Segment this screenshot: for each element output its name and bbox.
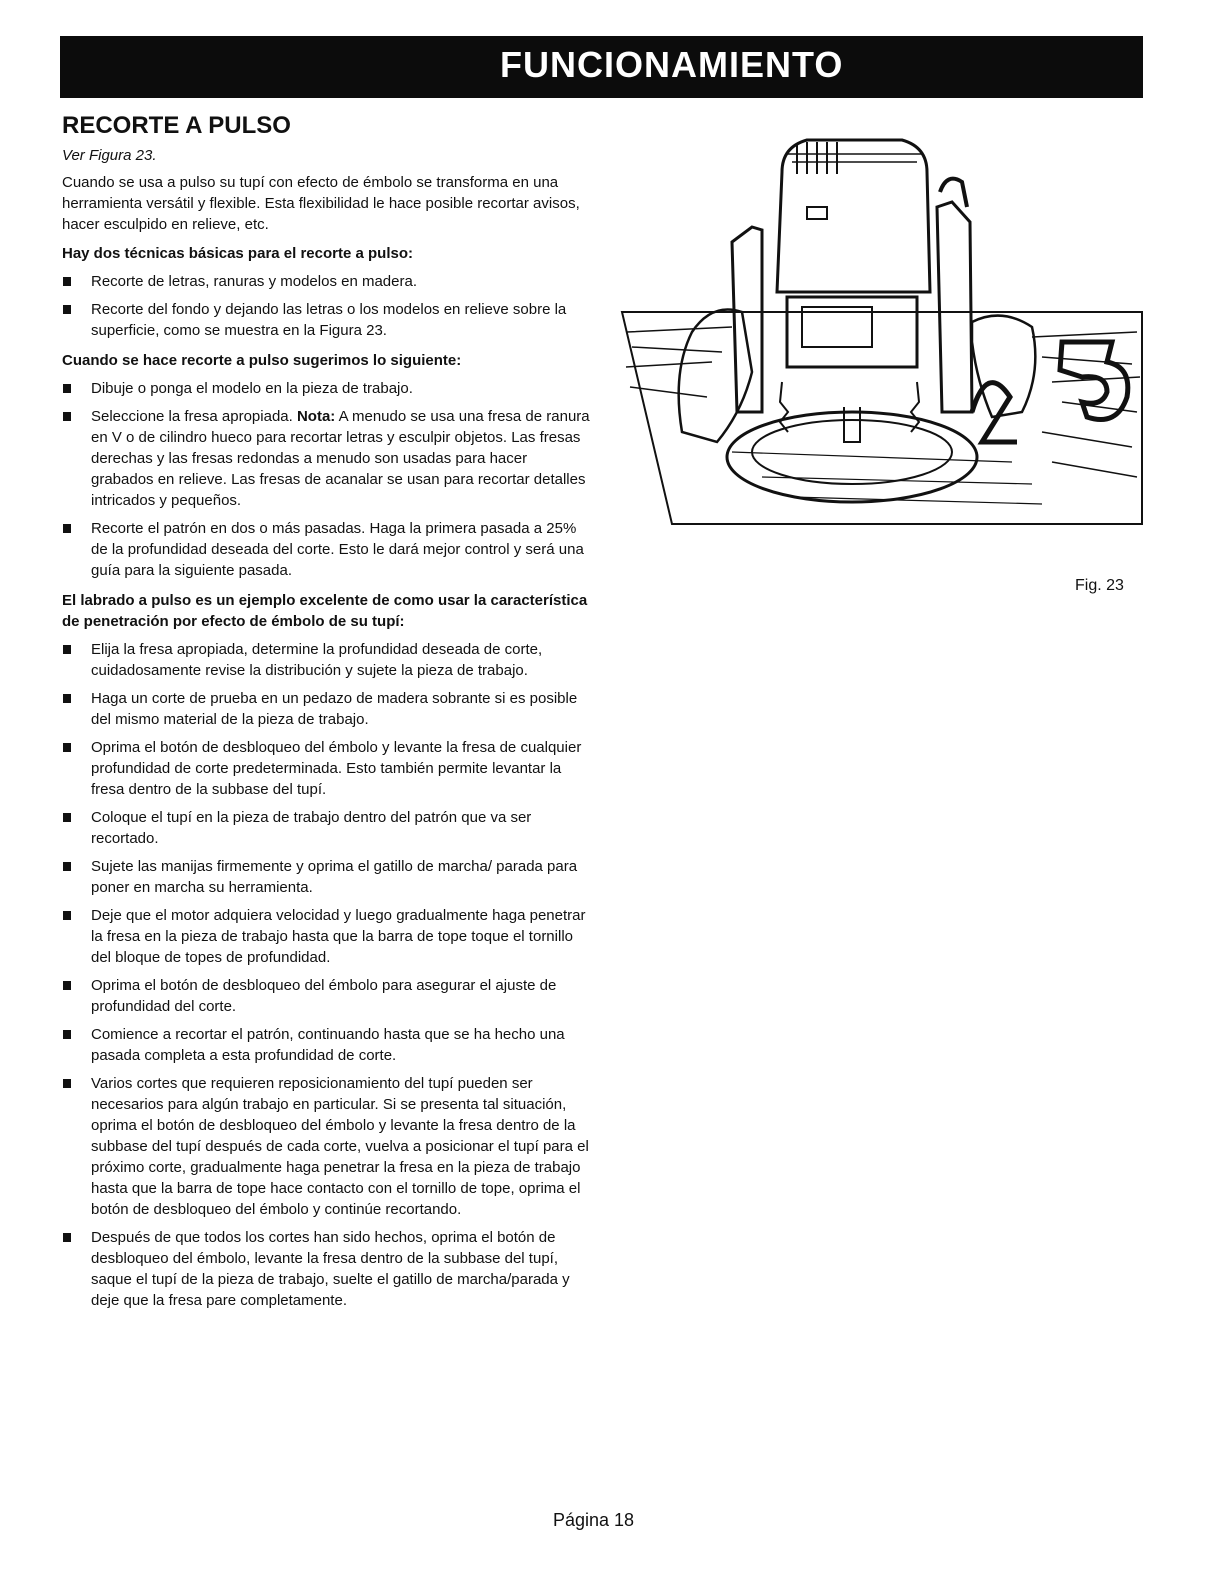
- list-item: Haga un corte de prueba en un pedazo de madera sobrante si es posible del mismo material de la pieza de trabajo.: [62, 688, 592, 730]
- intro-paragraph: Cuando se usa a pulso su tupí con efecto de émbolo se transforma en una herramienta versátil y flexible. Esta flexibilidad le hace posible recortar avisos, hacer esculpido en relieve, etc.: [62, 174, 580, 233]
- router-motor-housing: [777, 140, 930, 292]
- steps-list: [62, 639, 592, 1311]
- list-item: Elija la fresa apropiada, determine la profundidad deseada de corte, cuidadosamente revise la distribución y sujete la pieza de trabajo.: [62, 639, 592, 681]
- note-label: Nota:: [296, 408, 336, 425]
- right-handle: [937, 202, 972, 412]
- main-content: [62, 110, 592, 1320]
- list-item: Oprima el botón de desbloqueo del émbolo para asegurar el ajuste de profundidad del corte.: [62, 975, 592, 1017]
- left-handle: [732, 227, 762, 412]
- right-hand: [972, 316, 1035, 417]
- suggestion-text: Seleccione la fresa apropiada.: [91, 408, 293, 425]
- list-item: Sujete las manijas firmemente y oprima el gatillo de marcha/ parada para poner en marcha su herramienta.: [62, 856, 592, 898]
- list-item: Después de que todos los cortes han sido hechos, oprima el botón de desbloqueo del émbolo, levante la fresa dentro de la subbase del tupí, saque el tupí de la pieza de trabajo, suelte el gatillo de marcha/parada y deje que la fresa pare completamente.: [62, 1227, 592, 1311]
- section-title: RECORTE A PULSO: [62, 112, 291, 139]
- suggestion-note-text: A menudo se usa una fresa de ranura en V o de cilindro hueco para recortar letras y esculpir objetos. Las fresas derechas y las fresas redondas a menudo son usadas para hacer grabados en relieve. Las fresas de acanalar se usan para recortar detalles intricados y pequeños.: [91, 408, 590, 509]
- header-title: FUNCIONAMIENTO: [500, 44, 844, 85]
- list-item: Varios cortes que requieren reposicionamiento del tupí pueden ser necesarios para algún trabajo en particular. Si se presenta tal situación, oprima el botón de desbloqueo del émbolo y levante la fresa dentro de la subbase del tupí después de cada corte, vuelva a posicionar el tupí para el próximo corte, gradualmente haga penetrar la fresa en la pieza de trabajo hasta que la barra de tope hace contacto con el tornillo de tope, oprima el botón de desbloqueo del émbolo y continúe recortando.: [62, 1073, 592, 1220]
- list-item: [62, 406, 592, 511]
- raised-letter-2: [972, 383, 1017, 442]
- list-item: Coloque el tupí en la pieza de trabajo dentro del patrón que va ser recortado.: [62, 807, 592, 849]
- router-base: [727, 412, 977, 502]
- list-item: Recorte el patrón en dos o más pasadas. Haga la primera pasada a 25% de la profundidad deseada del corte. Esto le dará mejor control y será una guía para la siguiente pasada.: [62, 518, 592, 581]
- list-item: Oprima el botón de desbloqueo del émbolo y levante la fresa de cualquier profundidad de corte predeterminada. Esto también permite levantar la fresa dentro de la subbase del tupí.: [62, 737, 592, 800]
- section-header-bar: [60, 36, 1143, 98]
- suggestions-heading: Cuando se hace recorte a pulso sugerimos lo siguiente:: [62, 352, 462, 369]
- list-item: Recorte del fondo y dejando las letras o los modelos en relieve sobre la superficie, como se muestra en la Figura 23.: [62, 299, 592, 341]
- suggestions-list: [62, 378, 592, 581]
- router-illustration: [612, 112, 1147, 542]
- list-item: Recorte de letras, ranuras y modelos en madera.: [62, 271, 592, 292]
- page-number: Página 18: [553, 1510, 635, 1530]
- list-item: Dibuje o ponga el modelo en la pieza de trabajo.: [62, 378, 592, 399]
- techniques-list: [62, 271, 592, 341]
- list-item: Deje que el motor adquiera velocidad y luego gradualmente haga penetrar la fresa en la pieza de trabajo hasta que la barra de tope toque el tornillo del bloque de topes de profundidad.: [62, 905, 592, 968]
- label-plate: [807, 207, 827, 219]
- carving-heading: El labrado a pulso es un ejemplo excelente de como usar la característica de penetración por efecto de émbolo de su tupí:: [62, 592, 588, 630]
- list-item: Comience a recortar el patrón, continuando hasta que se ha hecho una pasada completa a esta profundidad de corte.: [62, 1024, 592, 1066]
- figure-reference: Ver Figura 23.: [62, 147, 157, 164]
- figure-caption: Fig. 23: [1075, 577, 1124, 594]
- techniques-heading: Hay dos técnicas básicas para el recorte a pulso:: [62, 245, 413, 262]
